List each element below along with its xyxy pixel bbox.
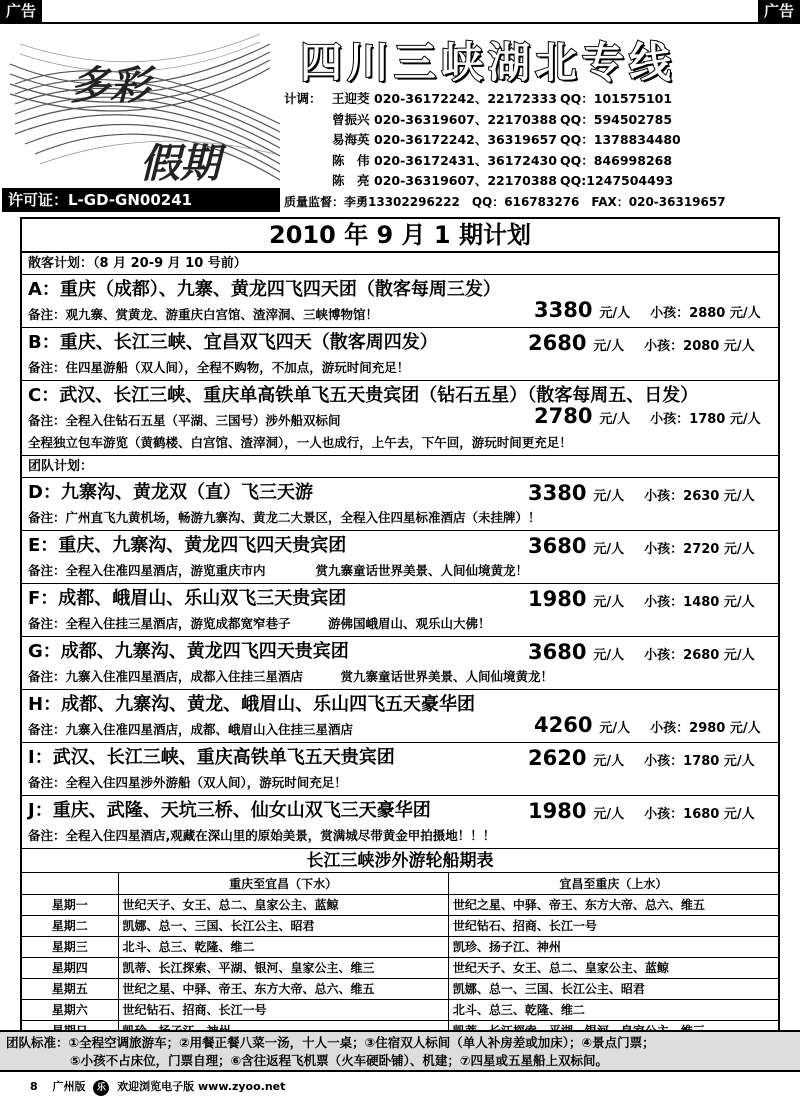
upstream-cell: 世纪钻石、招商、长江一号 [448,915,778,936]
tour-note: 备注：全程入住挂三星酒店，游览成都宽窄巷子 游佛国峨眉山、观乐山大佛！ [28,616,491,631]
downstream-cell: 世纪天子、女王、总二、皇家公主、蓝鲸 [118,894,448,915]
price-unit: 元/人 [593,339,625,354]
contact-qq: QQ：101575101 [560,91,673,106]
tour-item-b [22,328,778,381]
contact-name: 王迎茭 [332,91,370,106]
page-number: 8 [30,1080,38,1093]
section-loose-tours: 散客计划：（8 月 20-9 月 10 号前） [22,253,778,275]
day-cell: 星期三 [22,936,118,957]
downstream-cell: 凯蒂、长江探索、平湖、银河、皇家公主、维三 [118,957,448,978]
tour-name [28,533,772,559]
price-value: 3680 [528,640,587,664]
day-cell: 星期二 [22,915,118,936]
price-value: 2780 [534,404,593,428]
price-value: 3380 [528,481,587,505]
upstream-cell: 凯娜、总一、三国、长江公主、昭君 [448,978,778,999]
tour-price [534,299,761,325]
page-title: 四川三峡湖北专线 [300,38,677,87]
tour-item-g [22,637,778,690]
header-upstream: 宜昌至重庆（上水） [448,873,778,894]
downstream-cell: 世纪之星、中驿、帝王、东方大帝、总六、维五 [118,978,448,999]
contact-phone: 020-36172431、36172430 [374,152,557,168]
tour-note: 备注：九寨入住准四星酒店，成都入住挂三星酒店 赏九寨童话世界美景、人间仙境黄龙！ [28,669,554,684]
tour-note: 备注：全程入住钻石五星（平湖、三国号）涉外船双标间 [28,413,341,428]
contact-qq: QQ：594502785 [560,111,673,127]
price-value: 4260 [534,713,593,737]
contact-list [284,89,800,212]
tour-name-text: I：武汉、长江三峡、重庆高铁单飞五天贵宾团 [28,747,395,768]
kid-price: 小孩：2080 元/人 [644,339,755,354]
ad-label-right: 广告 [758,0,800,22]
contact-phone: 020-36319607、22170388 [374,111,557,127]
day-cell: 星期五 [22,978,118,999]
tour-price [534,405,761,431]
tour-item-d [22,478,778,531]
table-header-row [22,873,778,894]
contact-row [284,130,800,151]
price-unit: 元/人 [593,648,625,663]
tour-name: H：成都、九寨沟、黄龙、峨眉山、乐山四飞五天豪华团 [28,694,476,715]
kid-price: 小孩：1780 元/人 [644,754,755,769]
tour-name-text: G：成都、九寨沟、黄龙四飞四天贵宾团 [28,641,349,662]
contact-name: 易海英 [332,132,370,147]
tour-name [28,639,772,665]
price-unit: 元/人 [593,754,625,769]
kid-price: 小孩：2980 元/人 [650,721,761,736]
contact-name: 陈 伟 [332,152,370,168]
table-row [22,936,778,957]
kid-price: 小孩：2630 元/人 [644,489,755,504]
tour-price [534,714,761,740]
table-row [22,999,778,1020]
logo [0,24,285,186]
tour-item-a [22,275,778,328]
price-unit: 元/人 [593,542,625,557]
tour-name [28,586,772,612]
contact-row [284,89,800,110]
day-cell: 星期六 [22,999,118,1020]
section-group-tours: 团队计划： [22,456,778,478]
kid-price: 小孩：2880 元/人 [650,306,761,321]
contact-row [284,171,800,192]
tour-name [28,330,772,356]
table-row [22,978,778,999]
tour-note: 备注：九寨入住准四星酒店，成都、峨眉山入住挂三星酒店 [28,722,354,737]
day-cell: 星期一 [22,894,118,915]
logo-text-duocai: 多彩 [70,62,150,109]
upstream-cell: 世纪之星、中驿、帝王、东方大帝、总六、维五 [448,894,778,915]
tour-name: A：重庆（成都）、九寨、黄龙四飞四天团（散客每周三发） [28,279,501,300]
tour-extra-note: 全程独立包车游览（黄鹤楼、白宫馆、渣滓洞），一人也成行，上午去，下午回，游玩时间更充足！ [28,435,572,450]
contact-qq: QQ：1378834480 [560,132,681,147]
group-standards [0,1030,800,1072]
contact-name: 陈 亮 [332,173,370,188]
downstream-cell: 北斗、总三、乾隆、维二 [118,936,448,957]
tour-item-c [22,381,778,456]
price-value: 2620 [528,746,587,770]
footer-website: 欢迎浏览电子版 www.zyoo.net [117,1080,286,1093]
price-value: 3680 [528,534,587,558]
price-value: 3380 [534,298,593,322]
contact-name: 曾振兴 [332,111,370,127]
kid-price: 小孩：1480 元/人 [644,595,755,610]
tour-name [28,745,772,771]
tour-note: 备注：住四星游船（双人间），全程不购物，不加点，游玩时间充足！ [28,360,410,375]
price-unit: 元/人 [599,306,631,321]
kid-price: 小孩：1780 元/人 [650,412,761,427]
contact-phone: 020-36172242、36319657 [374,132,557,147]
contact-qq: QQ：846998268 [560,152,673,168]
price-unit: 元/人 [599,412,631,427]
plan-title: 2010 年 9 月 1 期计划 [22,219,778,253]
tour-name-text: D：九寨沟、黄龙双（直）飞三天游 [28,482,313,503]
tour-name [28,480,772,506]
upstream-cell: 凯珍、扬子江、神州 [448,936,778,957]
tour-note: 备注：全程入住准四星酒店，游览重庆市内 赏九寨童话世界美景、人间仙境黄龙！ [28,563,529,578]
tour-name: C：武汉、长江三峡、重庆单高铁单飞五天贵宾团（钻石五星）（散客每周五、日发） [28,385,699,406]
day-cell: 星期四 [22,957,118,978]
tour-note-row [28,298,772,326]
tour-note-row [28,713,772,741]
edition-label: 广州版 [52,1080,86,1093]
edition-badge-icon: 乐 [93,1080,109,1096]
price-unit: 元/人 [593,489,625,504]
tour-note: 备注：全程入住四星酒店,观藏在深山里的原始美景，赏满城尽带黄金甲拍摄地！！！ [28,828,496,843]
contact-phone: 020-36319607、22170388 [374,173,557,188]
tour-name-text: J：重庆、武隆、天坑三桥、仙女山双飞三天豪华团 [28,800,431,821]
upstream-cell: 世纪天子、女王、总二、皇家公主、蓝鲸 [448,957,778,978]
price-value: 2680 [528,331,587,355]
downstream-cell: 凯娜、总一、三国、长江公主、昭君 [118,915,448,936]
ship-schedule-title: 长江三峡涉外游轮船期表 [22,849,778,873]
header-day [22,873,118,894]
contact-row [284,110,800,131]
price-value: 1980 [528,587,587,611]
price-value: 1980 [528,799,587,823]
ship-schedule-table [22,873,778,1041]
tour-item-i [22,743,778,796]
page-footer [0,1078,800,1096]
contact-qq: QQ:1247504493 [560,173,674,188]
upstream-cell: 北斗、总三、乾隆、维二 [448,999,778,1020]
table-row [22,894,778,915]
kid-price: 小孩：2720 元/人 [644,542,755,557]
downstream-cell: 世纪钻石、招商、长江一号 [118,999,448,1020]
standards-line-1: 团队标准：①全程空调旅游车；②用餐正餐八菜一汤，十人一桌；③住宿双人标间（单人补房差或加床）；④景点门票； [6,1035,655,1050]
tour-item-f [22,584,778,637]
tour-note: 备注：观九寨、赏黄龙、游重庆白宫馆、渣滓洞、三峡博物馆！ [28,307,379,322]
tour-note-row [28,404,772,432]
header-downstream: 重庆至宜昌（下水） [118,873,448,894]
tour-note: 备注：广州直飞九黄机场，畅游九寨沟、黄龙二大景区，全程入住四星标准酒店（未挂牌）！ [28,510,541,525]
tour-name-text: F：成都、峨眉山、乐山双飞三天贵宾团 [28,588,347,609]
contact-row [284,151,800,172]
kid-price: 小孩：2680 元/人 [644,648,755,663]
license-number: 许可证：L-GD-GN00241 [2,188,280,212]
ad-label-left: 广告 [0,0,42,22]
table-row [22,957,778,978]
kid-price: 小孩：1680 元/人 [644,807,755,822]
tour-name-text: B：重庆、长江三峡、宜昌双飞四天（散客周四发） [28,332,438,353]
logo-text-jiaqi: 假期 [140,140,220,186]
tour-item-h [22,690,778,743]
tour-name-text: E：重庆、九寨沟、黄龙四飞四天贵宾团 [28,535,347,556]
tour-note: 备注：全程入住四星涉外游船（双人间），游玩时间充足！ [28,775,347,790]
tour-item-j [22,796,778,849]
contact-label: 计调： [284,91,322,106]
table-row [22,915,778,936]
price-unit: 元/人 [599,721,631,736]
quality-supervision: 质量监督：李勇13302296222 QQ：616783276 FAX：020-36319657 [284,194,726,209]
tour-plan-box [20,217,780,1043]
contact-phone: 020-36172242、22172333 [374,91,557,106]
tour-name [28,798,772,824]
tour-item-e [22,531,778,584]
standards-line-2: ⑤小孩不占床位，门票自理；⑥含往返程飞机票（火车硬卧铺）、机建；⑦四星或五星船上双标间。 [70,1053,609,1068]
price-unit: 元/人 [593,807,625,822]
price-unit: 元/人 [593,595,625,610]
